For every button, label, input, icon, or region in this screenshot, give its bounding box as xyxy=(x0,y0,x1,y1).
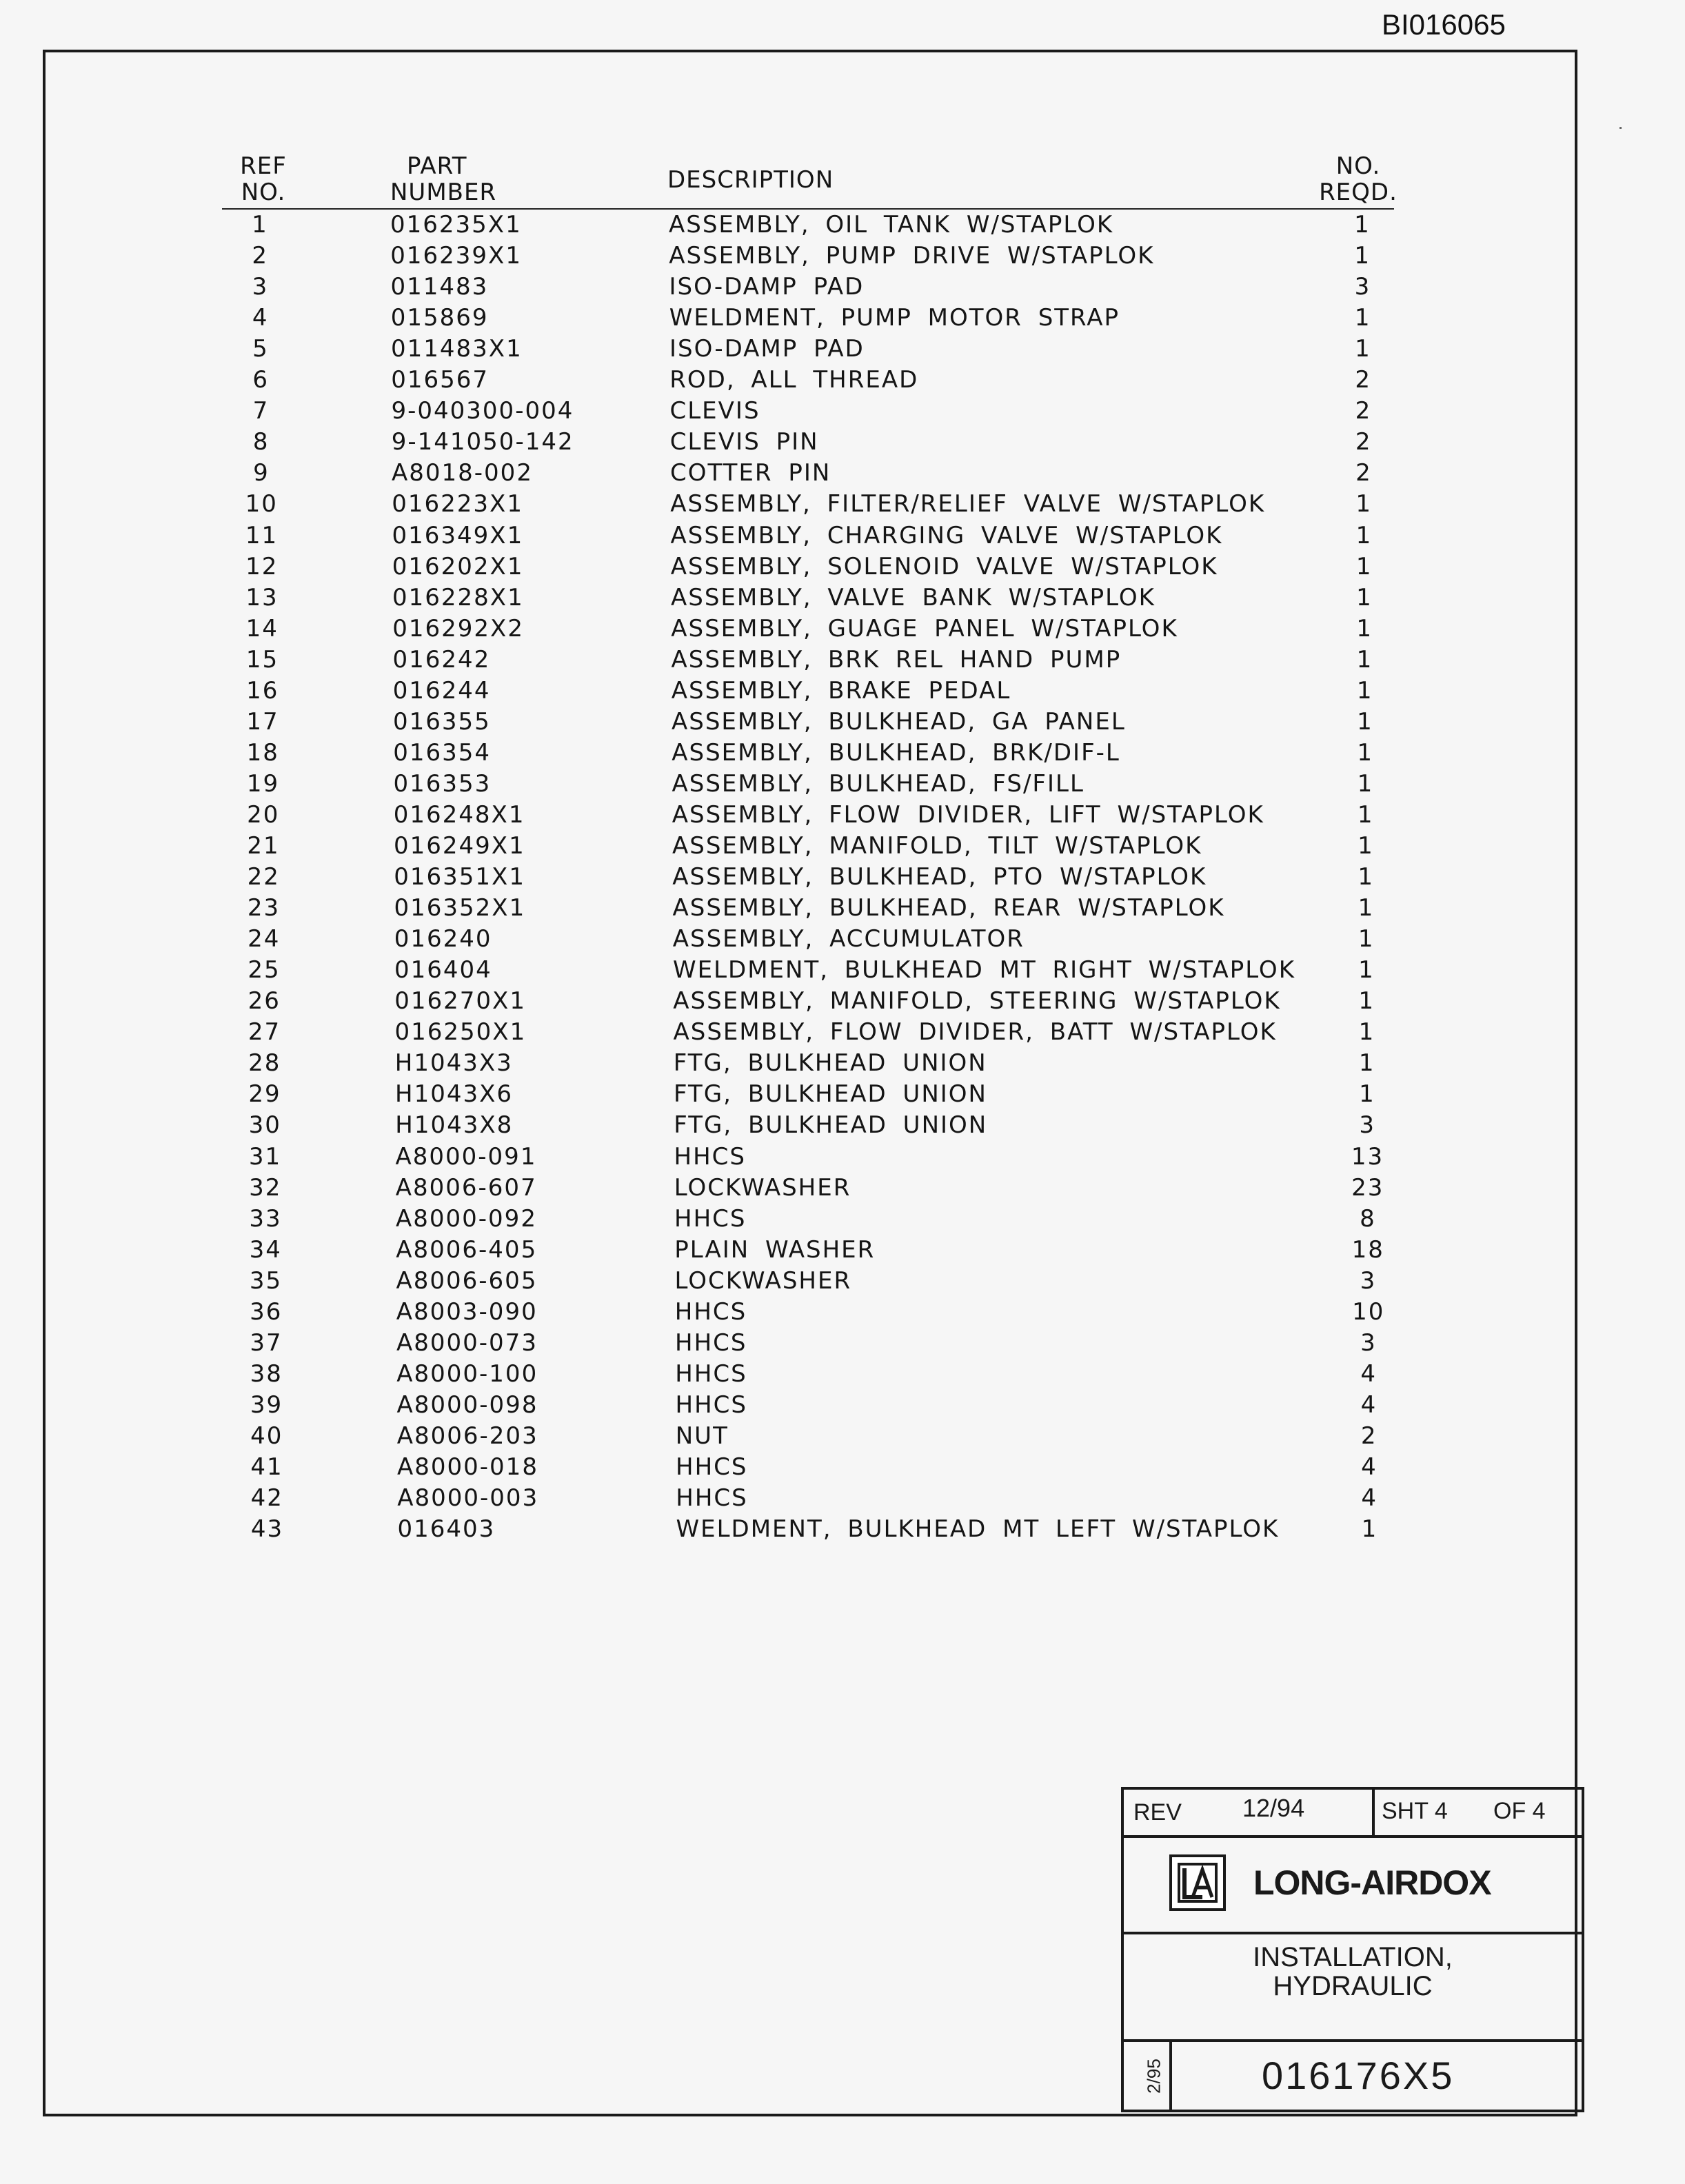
part-description: HHCS xyxy=(674,1297,747,1326)
tb-rule-1 xyxy=(1121,1835,1584,1838)
part-description: ASSEMBLY, FLOW DIVIDER, LIFT W/STAPLOK xyxy=(672,800,1264,829)
part-qty: 2 xyxy=(1360,1422,1378,1450)
part-row xyxy=(0,800,1448,831)
part-number: 016202X1 xyxy=(392,552,524,580)
part-description: CLEVIS xyxy=(669,397,760,425)
header-qty-line1: NO. xyxy=(1335,152,1381,180)
part-ref: 31 xyxy=(248,1142,282,1171)
part-qty: 2 xyxy=(1355,459,1372,487)
part-ref: 7 xyxy=(252,397,270,425)
part-number: A8000-098 xyxy=(396,1391,538,1419)
part-ref: 22 xyxy=(247,863,280,891)
part-number: A8000-091 xyxy=(395,1142,537,1171)
la-logo-icon xyxy=(1169,1854,1226,1911)
part-row xyxy=(0,676,1448,707)
part-number: A8003-090 xyxy=(396,1297,538,1326)
part-number: 9-040300-004 xyxy=(391,397,574,425)
part-qty: 1 xyxy=(1361,1515,1378,1544)
part-number: A8006-405 xyxy=(396,1235,538,1264)
part-ref: 19 xyxy=(246,769,280,798)
part-row xyxy=(0,334,1448,365)
part-number: 016355 xyxy=(393,707,491,736)
part-number: 016249X1 xyxy=(394,832,525,860)
part-row xyxy=(0,862,1448,893)
part-description: ASSEMBLY, BULKHEAD, GA PANEL xyxy=(672,707,1126,736)
part-row xyxy=(0,1359,1448,1390)
part-ref: 10 xyxy=(245,490,278,518)
part-ref: 25 xyxy=(248,956,281,984)
part-row xyxy=(0,1514,1448,1545)
part-qty: 2 xyxy=(1355,366,1372,394)
part-ref: 17 xyxy=(246,707,279,736)
part-description: FTG, BULKHEAD UNION xyxy=(674,1111,988,1140)
part-ref: 30 xyxy=(248,1111,281,1140)
part-description: COTTER PIN xyxy=(670,459,831,487)
part-qty: 1 xyxy=(1355,552,1373,580)
part-description: ASSEMBLY, PUMP DRIVE W/STAPLOK xyxy=(669,242,1155,270)
part-number: 016248X1 xyxy=(393,800,525,829)
part-row xyxy=(0,241,1448,272)
part-qty: 3 xyxy=(1360,1266,1377,1295)
part-qty: 1 xyxy=(1357,738,1374,767)
part-qty: 1 xyxy=(1358,863,1375,891)
part-qty: 1 xyxy=(1359,1080,1375,1109)
part-number: 016244 xyxy=(392,676,491,705)
part-ref: 15 xyxy=(245,645,279,674)
part-number: A8006-605 xyxy=(396,1266,538,1295)
part-qty: 23 xyxy=(1351,1173,1384,1202)
part-description: HHCS xyxy=(676,1484,748,1513)
speck xyxy=(1620,127,1622,129)
part-description: PLAIN WASHER xyxy=(674,1235,876,1264)
part-ref: 20 xyxy=(247,800,280,829)
part-number: A8000-003 xyxy=(397,1484,539,1513)
part-description: ASSEMBLY, BRAKE PEDAL xyxy=(671,676,1011,705)
part-number: 015869 xyxy=(390,304,489,332)
part-qty: 1 xyxy=(1356,645,1373,674)
part-ref: 24 xyxy=(248,925,281,953)
part-qty: 1 xyxy=(1358,1049,1375,1078)
part-number: 016403 xyxy=(397,1515,496,1544)
part-number: 016351X1 xyxy=(394,863,525,891)
part-ref: 8 xyxy=(252,428,270,456)
part-description: ASSEMBLY, FILTER/RELIEF VALVE W/STAPLOK xyxy=(670,490,1266,518)
part-row xyxy=(0,1297,1448,1328)
part-description: WELDMENT, BULKHEAD MT RIGHT W/STAPLOK xyxy=(673,956,1295,984)
part-row xyxy=(0,489,1448,520)
part-qty: 1 xyxy=(1357,769,1374,798)
part-ref: 23 xyxy=(247,894,281,922)
part-description: HHCS xyxy=(675,1391,747,1419)
part-row xyxy=(0,458,1448,489)
part-row xyxy=(0,1173,1448,1204)
part-number: H1043X8 xyxy=(395,1111,514,1140)
part-number: A8006-203 xyxy=(396,1422,538,1450)
part-row xyxy=(0,1204,1448,1235)
part-row xyxy=(0,924,1448,955)
part-qty: 1 xyxy=(1355,521,1373,549)
part-qty: 1 xyxy=(1356,614,1373,643)
part-description: HHCS xyxy=(676,1453,748,1481)
part-qty: 4 xyxy=(1361,1453,1378,1481)
part-qty: 1 xyxy=(1354,242,1371,270)
part-qty: 1 xyxy=(1358,832,1374,860)
header-part-number xyxy=(390,153,496,205)
part-qty: 10 xyxy=(1352,1297,1385,1326)
part-description: FTG, BULKHEAD UNION xyxy=(674,1080,987,1109)
document-id: BI016065 xyxy=(1382,8,1506,41)
part-ref: 29 xyxy=(248,1080,281,1109)
part-number: 016228X1 xyxy=(392,583,524,611)
part-ref: 40 xyxy=(250,1422,283,1450)
part-description: CLEVIS PIN xyxy=(669,428,819,456)
part-number: 016349X1 xyxy=(392,521,524,549)
part-number: 016240 xyxy=(394,925,492,953)
part-qty: 3 xyxy=(1360,1328,1377,1357)
part-qty: 1 xyxy=(1354,211,1371,239)
part-number: 016353 xyxy=(393,769,492,798)
part-description: ASSEMBLY, VALVE BANK W/STAPLOK xyxy=(671,583,1156,611)
part-description: ROD, ALL THREAD xyxy=(669,366,919,394)
part-ref: 37 xyxy=(250,1328,283,1357)
part-number: 016235X1 xyxy=(390,211,522,239)
part-row xyxy=(0,520,1448,552)
part-row xyxy=(0,1110,1448,1141)
part-ref: 11 xyxy=(245,521,279,549)
part-ref: 35 xyxy=(249,1266,283,1295)
part-ref: 6 xyxy=(252,366,270,394)
part-ref: 36 xyxy=(250,1297,283,1326)
drawing-title-line1: INSTALLATION, xyxy=(1253,1942,1453,1972)
part-number: 016352X1 xyxy=(394,894,526,922)
part-description: ISO-DAMP PAD xyxy=(669,335,865,363)
part-row xyxy=(0,365,1448,396)
part-ref: 14 xyxy=(245,614,279,643)
header-ref-line1: REF xyxy=(240,152,287,180)
part-qty: 1 xyxy=(1354,304,1371,332)
part-description: HHCS xyxy=(675,1328,747,1357)
tb-vrule-side xyxy=(1169,2039,1172,2112)
part-number: 016250X1 xyxy=(394,1018,527,1046)
tb-rule-2 xyxy=(1121,1932,1584,1934)
tb-vrule-sheet xyxy=(1372,1787,1375,1837)
part-ref: 21 xyxy=(247,832,280,860)
part-description: ASSEMBLY, CHARGING VALVE W/STAPLOK xyxy=(670,521,1223,549)
part-qty: 3 xyxy=(1359,1111,1376,1140)
part-row xyxy=(0,1328,1448,1359)
part-qty: 1 xyxy=(1355,490,1373,518)
part-description: ASSEMBLY, SOLENOID VALVE W/STAPLOK xyxy=(670,552,1218,580)
part-ref: 3 xyxy=(252,273,269,301)
part-row xyxy=(0,583,1448,614)
part-ref: 32 xyxy=(249,1173,282,1202)
part-row xyxy=(0,1017,1448,1048)
part-description: HHCS xyxy=(674,1142,746,1171)
part-ref: 27 xyxy=(248,1018,281,1046)
part-row xyxy=(0,955,1448,986)
part-row xyxy=(0,831,1448,862)
part-row xyxy=(0,1452,1448,1483)
part-row xyxy=(0,1266,1448,1297)
part-row xyxy=(0,210,1448,241)
part-description: NUT xyxy=(675,1422,729,1450)
part-ref: 18 xyxy=(246,738,279,767)
part-number: A8000-018 xyxy=(397,1453,538,1481)
part-ref: 26 xyxy=(248,987,281,1015)
part-description: ASSEMBLY, BULKHEAD, REAR W/STAPLOK xyxy=(672,894,1225,922)
part-number: 011483 xyxy=(390,273,489,301)
part-number: 011483X1 xyxy=(391,335,523,363)
part-ref: 38 xyxy=(250,1359,283,1388)
tb-rule-3 xyxy=(1121,2039,1584,2042)
part-qty: 2 xyxy=(1355,397,1372,425)
part-qty: 2 xyxy=(1355,428,1372,456)
part-ref: 16 xyxy=(246,676,279,705)
part-row xyxy=(0,1483,1448,1514)
part-row xyxy=(0,986,1448,1017)
part-qty: 1 xyxy=(1357,707,1373,736)
part-qty: 1 xyxy=(1356,583,1373,611)
part-description: LOCKWASHER xyxy=(674,1266,852,1295)
part-ref: 39 xyxy=(250,1391,283,1419)
part-row xyxy=(0,396,1448,427)
part-qty: 1 xyxy=(1356,676,1373,705)
part-ref: 5 xyxy=(252,335,269,363)
part-description: ASSEMBLY, GUAGE PANEL W/STAPLOK xyxy=(671,614,1178,643)
part-number: 016242 xyxy=(392,645,491,674)
part-number: 016404 xyxy=(394,956,492,984)
part-number: A8006-607 xyxy=(395,1173,537,1202)
part-number: A8000-092 xyxy=(396,1204,537,1233)
part-row xyxy=(0,707,1448,738)
part-qty: 1 xyxy=(1355,335,1371,363)
part-description: ASSEMBLY, MANIFOLD, STEERING W/STAPLOK xyxy=(673,987,1281,1015)
part-row xyxy=(0,893,1448,924)
part-ref: 13 xyxy=(245,583,279,611)
part-number: 016292X2 xyxy=(392,614,524,643)
part-number: 016239X1 xyxy=(390,242,522,270)
part-qty: 1 xyxy=(1358,987,1375,1015)
part-description: ASSEMBLY, MANIFOLD, TILT W/STAPLOK xyxy=(672,832,1202,860)
header-qty-line2: REQD. xyxy=(1319,179,1398,206)
part-number: H1043X3 xyxy=(394,1049,513,1078)
part-description: ASSEMBLY, BULKHEAD, FS/FILL xyxy=(672,769,1084,798)
part-number: H1043X6 xyxy=(395,1080,514,1109)
part-description: ASSEMBLY, ACCUMULATOR xyxy=(672,925,1025,953)
part-row xyxy=(0,303,1448,334)
part-ref: 34 xyxy=(249,1235,282,1264)
part-number: 016223X1 xyxy=(392,490,523,518)
part-row xyxy=(0,645,1448,676)
side-date: 2/95 xyxy=(1143,2059,1164,2094)
part-ref: 33 xyxy=(249,1204,282,1233)
part-ref: 9 xyxy=(253,459,270,487)
part-number: A8000-100 xyxy=(396,1359,538,1388)
part-ref: 4 xyxy=(252,304,269,332)
part-qty: 1 xyxy=(1358,894,1375,922)
part-row xyxy=(0,272,1448,303)
part-number: 016270X1 xyxy=(394,987,526,1015)
part-description: ASSEMBLY, BRK REL HAND PUMP xyxy=(671,645,1122,674)
part-row xyxy=(0,1048,1448,1079)
part-description: HHCS xyxy=(674,1204,747,1233)
part-ref: 28 xyxy=(248,1049,281,1078)
part-qty: 3 xyxy=(1354,273,1371,301)
header-part-line1: PART xyxy=(407,152,467,180)
part-qty: 18 xyxy=(1351,1235,1384,1264)
part-ref: 2 xyxy=(252,242,269,270)
part-row xyxy=(0,1079,1448,1110)
part-number: A8018-002 xyxy=(392,459,533,487)
part-description: ASSEMBLY, OIL TANK W/STAPLOK xyxy=(669,211,1114,239)
part-number: A8000-073 xyxy=(396,1328,538,1357)
part-description: WELDMENT, BULKHEAD MT LEFT W/STAPLOK xyxy=(676,1515,1280,1544)
rev-label: REV xyxy=(1133,1799,1182,1826)
part-description: FTG, BULKHEAD UNION xyxy=(673,1049,987,1078)
header-ref-no xyxy=(229,153,298,205)
part-description: ASSEMBLY, BULKHEAD, BRK/DIF-L xyxy=(672,738,1120,767)
part-row xyxy=(0,1235,1448,1266)
part-qty: 8 xyxy=(1360,1204,1376,1233)
part-ref: 1 xyxy=(252,211,268,239)
part-description: HHCS xyxy=(675,1359,747,1388)
part-row xyxy=(0,1390,1448,1421)
part-row xyxy=(0,769,1448,800)
drawing-title xyxy=(1121,1943,1584,2001)
part-qty: 1 xyxy=(1358,925,1375,953)
header-qty xyxy=(1310,153,1406,205)
part-row xyxy=(0,738,1448,769)
part-ref: 41 xyxy=(250,1453,283,1481)
part-number: 016567 xyxy=(391,366,490,394)
part-description: WELDMENT, PUMP MOTOR STRAP xyxy=(669,304,1120,332)
part-qty: 13 xyxy=(1351,1142,1384,1171)
part-qty: 1 xyxy=(1357,800,1374,829)
drawing-number: 016176X5 xyxy=(1262,2054,1455,2097)
part-description: ASSEMBLY, FLOW DIVIDER, BATT W/STAPLOK xyxy=(673,1018,1277,1046)
company-name: LONG-AIRDOX xyxy=(1253,1863,1491,1902)
drawing-title-line2: HYDRAULIC xyxy=(1273,1971,1433,2001)
part-ref: 12 xyxy=(245,552,279,580)
part-number: 9-141050-142 xyxy=(391,428,574,456)
part-qty: 1 xyxy=(1358,956,1375,984)
part-row xyxy=(0,614,1448,645)
part-row xyxy=(0,1421,1448,1452)
part-number: 016354 xyxy=(393,738,492,767)
rev-date: 12/94 xyxy=(1242,1794,1305,1822)
part-ref: 42 xyxy=(250,1484,283,1513)
part-ref: 43 xyxy=(250,1515,284,1544)
part-row xyxy=(0,552,1448,583)
part-description: ISO-DAMP PAD xyxy=(669,273,865,301)
part-qty: 4 xyxy=(1361,1484,1378,1513)
sheet-label: SHT 4 xyxy=(1382,1798,1448,1824)
part-qty: 4 xyxy=(1360,1359,1378,1388)
of-label: OF 4 xyxy=(1493,1798,1546,1824)
header-ref-line2: NO. xyxy=(241,179,286,206)
part-description: ASSEMBLY, BULKHEAD, PTO W/STAPLOK xyxy=(672,863,1207,891)
header-description: DESCRIPTION xyxy=(667,166,834,194)
header-part-line2: NUMBER xyxy=(390,179,497,206)
part-row xyxy=(0,427,1448,458)
part-row xyxy=(0,1142,1448,1173)
part-qty: 1 xyxy=(1358,1018,1375,1046)
part-qty: 4 xyxy=(1360,1391,1378,1419)
part-description: LOCKWASHER xyxy=(674,1173,851,1202)
